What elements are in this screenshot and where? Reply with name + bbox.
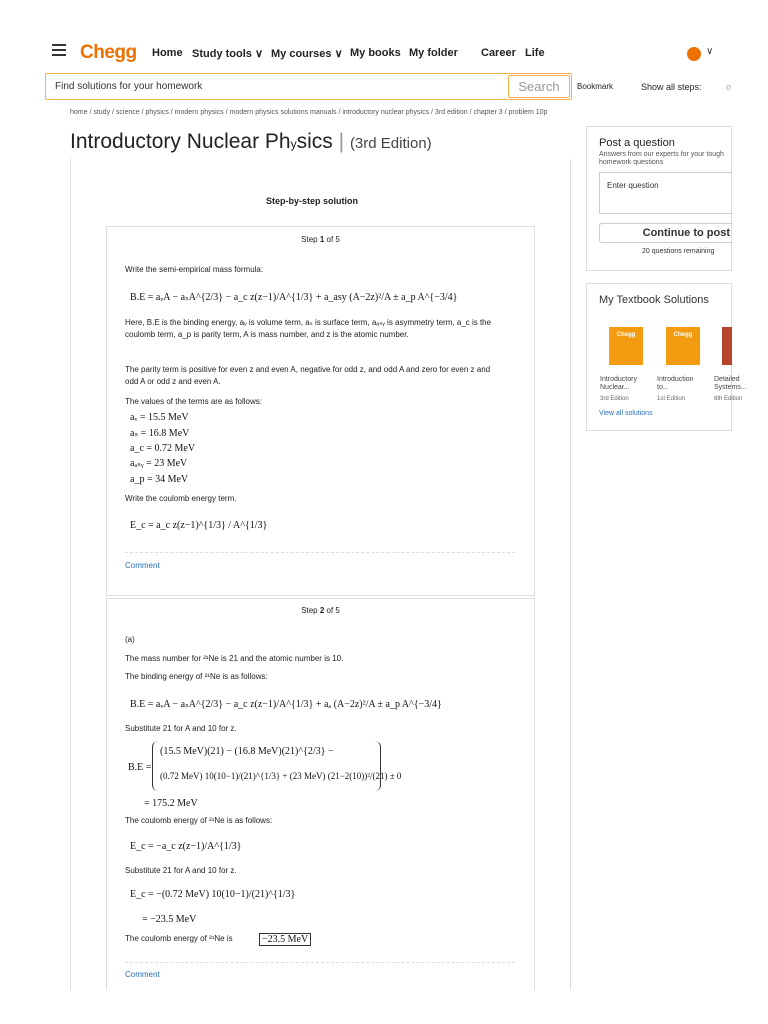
book-title-2[interactable]: Introduction to... bbox=[657, 376, 694, 391]
avatar[interactable] bbox=[687, 47, 701, 61]
divider bbox=[125, 962, 515, 963]
solution-heading: Step-by-step solution bbox=[266, 196, 358, 206]
be-lhs: B.E = bbox=[128, 762, 152, 773]
chevron-down-icon[interactable]: ∨ bbox=[706, 46, 714, 57]
nav-home[interactable]: Home bbox=[152, 47, 183, 59]
step2-formula: B.E = aᵥA − aₛA^{2/3} − a_c z(z−1)/A^{1/3} + aₐ (A−2z)²/A ± a_p A^{−3/4} bbox=[130, 699, 442, 710]
chegg-logo[interactable]: Chegg bbox=[80, 42, 137, 63]
be-line-1: (15.5 MeV)(21) − (16.8 MeV)(21)^{2/3} − bbox=[160, 746, 334, 757]
step-1-header: Step 1 of 5 bbox=[301, 235, 340, 244]
value-as: aₛ = 16.8 MeV bbox=[130, 428, 190, 439]
step2-text-1: The mass number for ²¹Ne is 21 and the atomic number is 10. bbox=[125, 654, 344, 663]
questions-remaining: 20 questions remaining bbox=[642, 248, 715, 255]
step1-text-4: The values of the terms are as follows: bbox=[125, 397, 262, 406]
breadcrumb[interactable]: home / study / science / physics / modern physics / modern physics solutions manuals / introductory nuclear physics / 3rd edition / chapter 3 / problem 10p bbox=[70, 109, 548, 116]
post-question-subtitle: Answers from our experts for your tough homework questions bbox=[599, 151, 724, 166]
book-edition-3: 6th Edition bbox=[714, 396, 743, 402]
title-cut: y bbox=[290, 137, 297, 151]
comment-link[interactable]: Comment bbox=[125, 561, 160, 570]
value-av: aᵥ = 15.5 MeV bbox=[130, 412, 189, 423]
part-label: (a) bbox=[125, 635, 135, 644]
question-input[interactable] bbox=[599, 172, 732, 214]
value-aasy: aₐₛᵧ = 23 MeV bbox=[130, 458, 188, 469]
post-question-title: Post a question bbox=[599, 137, 675, 149]
search-button[interactable]: Search bbox=[508, 75, 570, 98]
step2-text-6: The coulomb energy of ²¹Ne is bbox=[125, 934, 233, 943]
step2-text-3: Substitute 21 for A and 10 for z. bbox=[125, 724, 237, 733]
book-cover-1[interactable]: Chegg bbox=[609, 327, 643, 365]
step1-text-5: Write the coulomb energy term. bbox=[125, 494, 237, 503]
nav-my-folder[interactable]: My folder bbox=[409, 47, 458, 59]
be-result: = 175.2 MeV bbox=[144, 798, 198, 809]
answer-box: −23.5 MeV bbox=[259, 933, 311, 946]
continue-to-post-button[interactable]: Continue to post bbox=[599, 223, 732, 243]
book-edition-1: 3rd Edition bbox=[600, 396, 629, 402]
view-all-solutions-link[interactable]: View all solutions bbox=[599, 410, 653, 417]
page-title: Introductory Nuclear Physics | (3rd Edition) bbox=[70, 130, 432, 153]
step-1-card bbox=[106, 226, 535, 596]
comment-link[interactable]: Comment bbox=[125, 970, 160, 979]
step1-formula: B.E = aᵥA − aₛA^{2/3} − a_c z(z−1)/A^{1/3} + a_asy (A−2z)²/A ± a_p A^{−3/4} bbox=[130, 292, 458, 303]
bookmark-button[interactable]: Bookmark bbox=[577, 82, 614, 91]
coulomb-formula: E_c = a_c z(z−1)^{1/3} / A^{1/3} bbox=[130, 520, 268, 531]
step1-text-1: Write the semi-empirical mass formula: bbox=[125, 265, 264, 274]
book-cover-2[interactable]: Chegg bbox=[666, 327, 700, 365]
step-2-header: Step 2 of 5 bbox=[301, 606, 340, 615]
book-title-3[interactable]: Detailed Systems... bbox=[714, 376, 747, 391]
book-cover-3[interactable] bbox=[722, 327, 732, 365]
coulomb-result: = −23.5 MeV bbox=[142, 914, 197, 925]
value-ap: a_p = 34 MeV bbox=[130, 474, 189, 485]
coulomb-sub: E_c = −(0.72 MeV) 10(10−1)/(21)^{1/3} bbox=[130, 889, 296, 900]
coulomb-formula-2: E_c = −a_c z(z−1)/A^{1/3} bbox=[130, 841, 242, 852]
divider bbox=[125, 552, 515, 553]
nav-study-tools[interactable]: Study tools ∨ bbox=[192, 48, 263, 60]
book-title-1[interactable]: Introductory Nuclear... bbox=[600, 376, 637, 391]
nav-my-books[interactable]: My books bbox=[350, 47, 401, 59]
step2-text-4: The coulomb energy of ²¹Ne is as follows: bbox=[125, 816, 273, 825]
textbook-solutions-title: My Textbook Solutions bbox=[599, 294, 709, 306]
edition-label: (3rd Edition) bbox=[349, 135, 432, 152]
book-edition-2: 1st Edition bbox=[657, 396, 686, 402]
title-end: sics bbox=[296, 130, 333, 153]
step2-text-5: Substitute 21 for A and 10 for z. bbox=[125, 866, 237, 875]
search-input[interactable]: Find solutions for your homework bbox=[55, 81, 203, 92]
show-all-steps-label: Show all steps: bbox=[641, 82, 702, 92]
step2-text-2: The binding energy of ²¹Ne is as follows: bbox=[125, 672, 268, 681]
nav-life[interactable]: Life bbox=[525, 47, 545, 59]
step1-text-2: Here, B.E is the binding energy, aᵥ is volume term, aₛ is surface term, aₐₛᵧ is asymmetry term, a_c is the coulomb term, a_p is parity term, A is mass number, and z is the atomic number. bbox=[125, 318, 492, 339]
step1-text-3: The parity term is positive for even z and even A, negative for odd z, and odd A and zero for even z and odd A or odd z and even A. bbox=[125, 365, 491, 386]
nav-career[interactable]: Career bbox=[481, 47, 516, 59]
title-text: Introductory Nuclear Ph bbox=[70, 130, 291, 153]
show-steps-toggle[interactable]: o bbox=[726, 82, 732, 92]
nav-my-courses[interactable]: My courses ∨ bbox=[271, 48, 343, 60]
question-placeholder: Enter question bbox=[607, 181, 659, 190]
be-line-2: (0.72 MeV) 10(10−1)/(21)^{1/3} + (23 MeV) (21−2(10))²/(21) ± 0 bbox=[160, 771, 402, 781]
menu-icon[interactable] bbox=[52, 44, 66, 56]
value-ac: a_c = 0.72 MeV bbox=[130, 443, 196, 454]
